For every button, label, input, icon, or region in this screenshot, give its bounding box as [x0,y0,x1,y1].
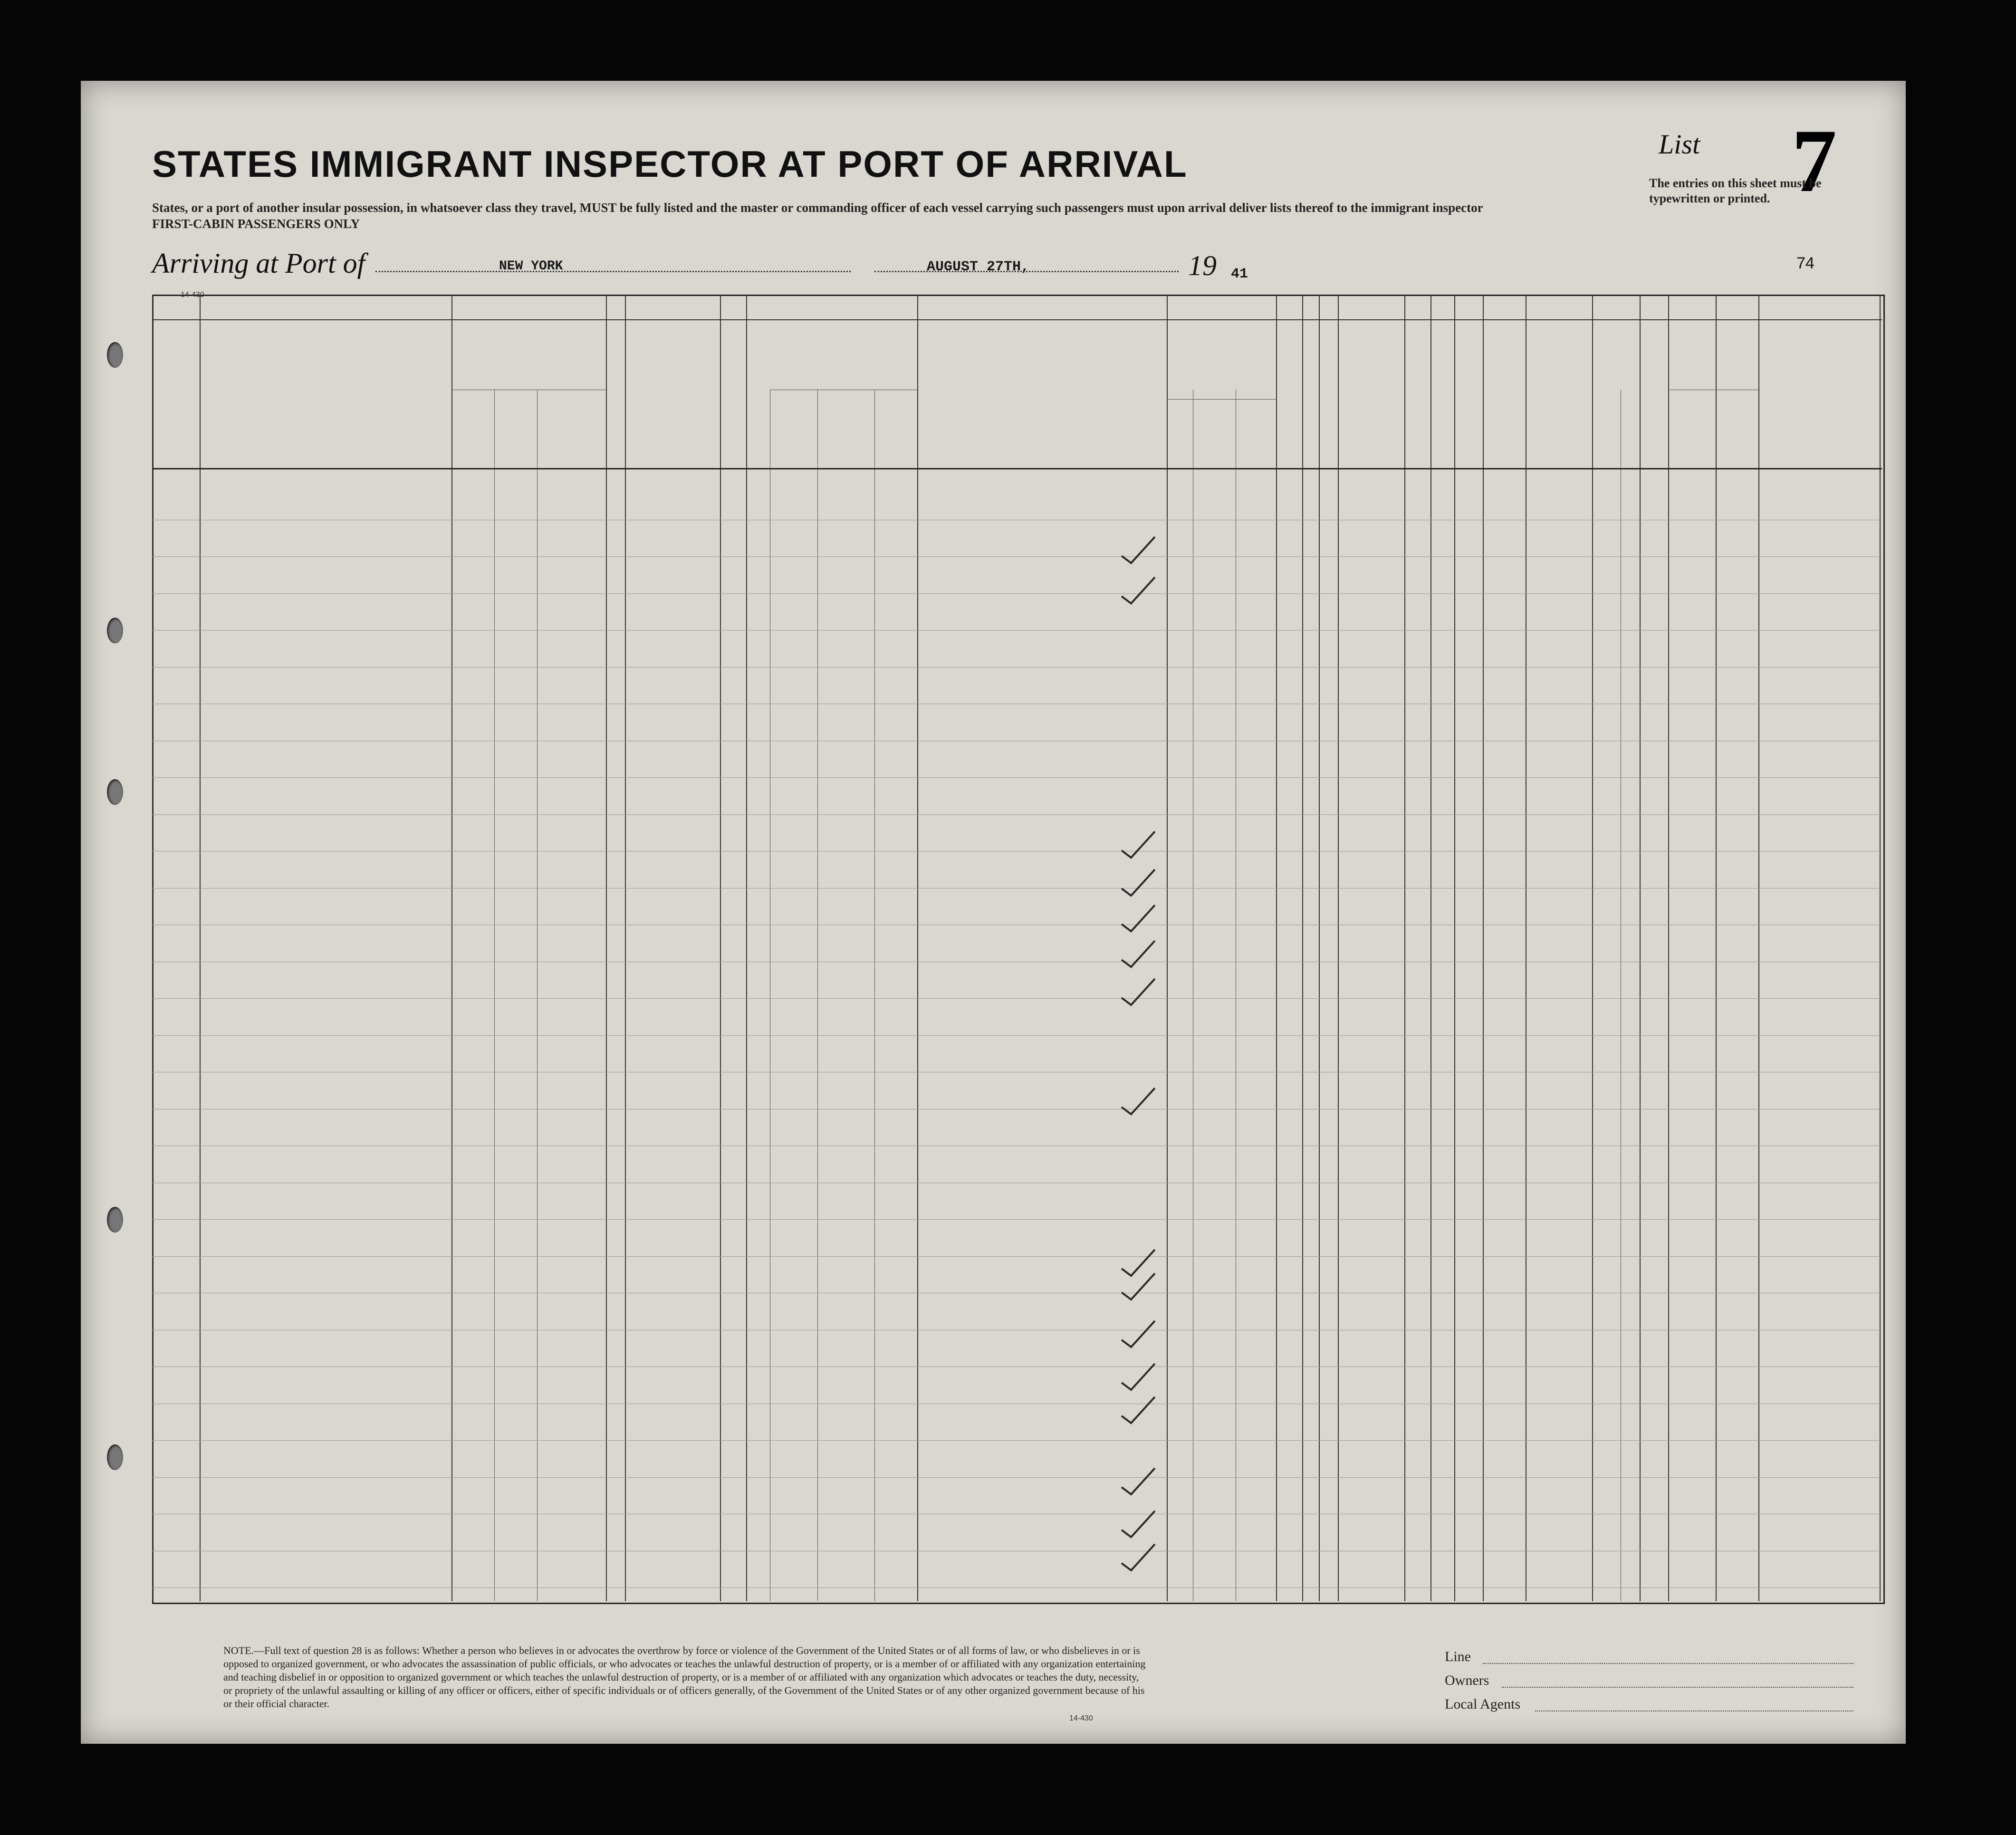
column-rule [1319,295,1320,1601]
column-rule [1167,295,1168,1601]
list-number: 7 [1792,111,1837,211]
column-rule [606,295,607,1601]
column-rule [746,295,747,1601]
col-24c-header [1238,404,1275,466]
first-cabin-label: FIRST-CABIN PASSENGERS ONLY [152,217,360,231]
year-prefix: 19 [1188,250,1217,281]
line-label: Line [1445,1649,1471,1664]
page-title: STATES IMMIGRANT INSPECTOR AT PORT OF ARRIVAL [152,143,1188,185]
col-27-header [1320,342,1337,466]
sub-column-rule [874,390,875,1601]
column-rule [1668,295,1669,1601]
sub-column-rule [494,390,495,1601]
owners-label: Owners [1445,1673,1489,1688]
list-label: List [1659,129,1700,160]
row-rule [152,667,1882,668]
row-rule [152,593,1882,594]
manifest-table [152,295,1885,1604]
col-26-header [1303,342,1318,466]
date-value: AUGUST 27TH, [927,259,1030,275]
sub-column-rule [537,390,538,1601]
instructions [152,200,1554,232]
col-29-header [1406,342,1430,466]
column-rule [1302,295,1303,1601]
column-rule [451,295,452,1601]
col-25-header [1277,342,1301,466]
row-rule [152,1587,1882,1588]
footnote-q28: NOTE.—Full text of question 28 is as follows: Whether a person who believes in or advocates the overthrow by force or violence of the Government of the United States or of all forms of law, or who disbelieves in or is opposed to organized government, or who advocates the assassination of public officials, or who advocates or teaches the unlawful destruction of property, or is a member of or affiliated with any organization entertaining and teaching disbelief in or opposition to organized government or which teaches the unlawful destruction of property, or is a member of or affiliated with any organization which advocates or teaches the duty, necessity, or propriety of the unlawful assaulting or killing of any officer or officers, either of specific individuals or of officers generally, of the Government of the United States or of any other organized government because of his or their official character. [223,1644,1146,1710]
punch-hole [107,342,123,368]
port-value: NEW YORK [499,259,563,274]
column-rule [625,295,626,1601]
port-line [375,271,851,272]
row-rule [152,998,1882,999]
column-rule [1454,295,1455,1601]
col-21-header [722,328,744,466]
form-number: 14-430 [181,291,204,299]
instructions-line: States, or a port of another insular possession, in whatsoever class they travel, MUST be fully listed and the master or commanding officer of each vessel carrying such passengers must upon arrival deliver lists thereof to the immigrant inspector [152,201,1483,215]
punch-hole [107,1207,123,1233]
row-rule [152,777,1882,778]
header-top-rule [152,319,1882,320]
col-24a-header [1168,404,1191,466]
list-note: The entries on this sheet must be typewritten or printed. [1649,176,1822,205]
col-19-header [606,328,624,466]
owners-field[interactable] [1502,1687,1853,1688]
column-rule [1276,295,1277,1601]
arriving-label: Arriving at Port of [152,248,365,279]
row-rule [152,630,1882,631]
col-28-header [1339,342,1403,466]
column-rule [1404,295,1405,1601]
col-24b-header [1194,404,1234,466]
column-rule [1880,295,1881,1601]
column-rule [720,295,721,1601]
column-rule [1716,295,1717,1601]
column-rule [200,295,201,1601]
column-rule [152,295,153,1601]
row-rule [152,1256,1882,1257]
punch-hole [107,618,123,643]
row-rule [152,1219,1882,1220]
column-rule [1483,295,1484,1601]
col-24-sub-rule [1167,399,1276,400]
column-rule [917,295,918,1601]
column-rule [1430,295,1431,1601]
year-suffix: 41 [1231,266,1248,282]
sub-column-rule [817,390,818,1601]
punch-hole [107,779,123,805]
row-rule [152,1477,1882,1478]
header-bottom-rule [152,468,1882,469]
row-rule [152,814,1882,815]
column-rule [1338,295,1339,1601]
column-rule [1640,295,1641,1601]
col-30-header [1431,342,1453,466]
column-rule [1758,295,1759,1601]
sheet-number: 74 [1796,254,1814,272]
local-agents-label: Local Agents [1445,1696,1521,1712]
line-field[interactable] [1483,1663,1853,1664]
row-rule [152,556,1882,557]
punch-hole [107,1444,123,1470]
column-rule [1592,295,1593,1601]
col-34-inches-header [1622,404,1639,466]
col-34-feet-header [1593,404,1620,466]
row-rule [152,1035,1882,1036]
footer-form-number: 14-430 [1069,1714,1093,1722]
col-31-header [1455,342,1482,466]
row-rule [152,888,1882,889]
row-rule [152,1440,1882,1441]
